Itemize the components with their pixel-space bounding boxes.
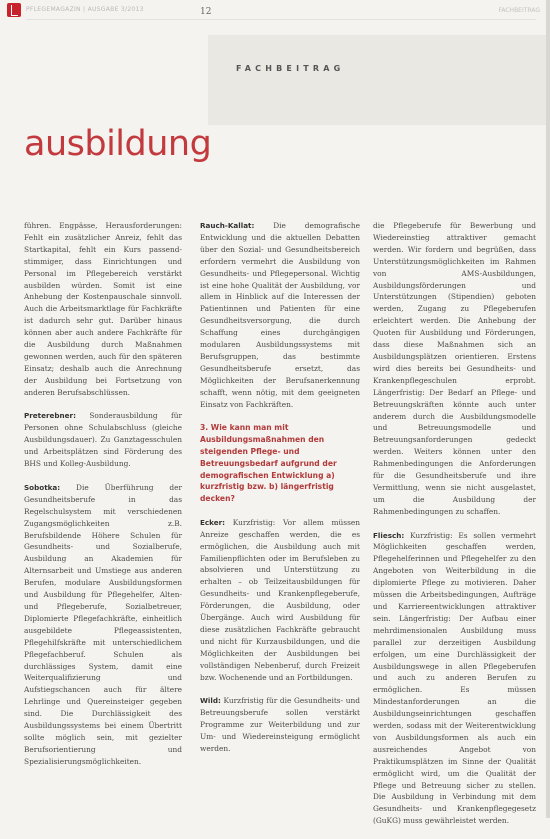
- header-section: FACHBEITRAG: [498, 7, 540, 14]
- text-column-1: [24, 220, 182, 780]
- header-rule: [26, 19, 536, 20]
- category-label: FACHBEITRAG: [236, 64, 345, 73]
- paragraph: [24, 220, 182, 399]
- paragraph-text: Kurzfristig: Vor allem müssen Anreize geschaffen werden, die es ermöglichen, die Ausbildung auch mit Familienpflichten oder im Berufsleben zu absolvieren und Unterstützung zu erhalten – ob Teilzeitausbildungen für Gesundheits- und Krankenpflegeberufe, Förderungen, die Ausbildung, oder Übergänge. Auch wird Ausbildung für diese zusätzlichen Fachkräfte gebraucht und nicht für Kurzausbildungen, und die Möglichkeiten der Ausbildungen bei vollständigen Nebenberuf, durch Freizeit bzw. Wochenende und an Fortbildungen.: [200, 517, 361, 682]
- speaker-name: Sobotka:: [24, 482, 61, 492]
- paragraph-text: Sonderausbildung für Personen ohne Schulabschluss (gleiche Ausbildungsdauer). Zu Ganztagesschulen und Arbeitsplätzen sind Förderung des BHS und Kolleg-Ausbildung.: [24, 411, 182, 469]
- text-column-3: [373, 220, 536, 839]
- paragraph: [200, 517, 360, 684]
- page-number: 12: [200, 7, 212, 17]
- article-title: ausbildung: [24, 124, 212, 164]
- speaker-name: Ecker:: [200, 517, 226, 527]
- paragraph: [24, 482, 182, 768]
- paragraph: [24, 410, 182, 470]
- paragraph: [373, 220, 536, 518]
- paragraph-text: Kurzfristig: Es sollen vermehrt Möglichkeiten geschaffen werden, Pflegehelferinnen und Pflegehelfer zu den Angeboten von Weiterbildung in die diplomierte Pflege zu motivieren. Daher müssen die Arbeitsbedingungen, Aufträge und Karriereentwicklungen attraktiver sein. Längerfristig: Der Aufbau einer mehrdimensionalen Ausbildung muss parallel zur derzeitigen Ausbildung erfolgen, um eine Durchlässigkeit der Ausbildungswege in allen Pflegeberufen und auch zu anderen Berufen zu ermöglichen. Es müssen Mindestanforderungen an die Ausbildungseinrichtungen geschaffen werden, sodass mit der Weiterentwicklung von Ausbildungsformen als auch ein ausreichendes Angebot von Praktikumsplätzen im Sinne der Qualität ermöglicht wird, um die Qualität der Pflege und Betreuung sicher zu stellen. Die Ausbildung in Verbindung mit dem Gesundheits- und Krankenpflegegesetz (GuKG) muss gewährleistet werden.: [373, 530, 537, 826]
- page-header: [0, 0, 550, 22]
- paragraph-text: Kurzfristig für die Gesundheits- und Betreuungsberufe sollen verstärkt Programme zur Weiterbildung und zur Um- und Wiedereinsteigung ermöglicht werden.: [200, 696, 360, 754]
- paragraph-text: die Pflegeberufe für Bewerbung und Wiedereinstieg attraktiver gemacht werden. Wir fordern und begrüßen, dass Unterstützungsmöglichkeiten im Rahmen von AMS-Ausbildungen, Ausbildungsförderungen und Unterstützungen (Stipendien) geboten werden, Zugang zu Pflegeberufen erleichtert werden. Die Anhebung der Quoten für Ausbildung und Förderungen, dass diese Maßnahmen sich an Ausbildungsplätzen orientieren. Erstens wird dies bereits bei Gesundheits- und Krankenpflegeschulen erprobt. Längerfristig: Der Bedarf an Pflege- und Betreuungskräften könnte auch unter anderem durch die Ausbildungsmodelle und Betreuungsmodelle und Betreuungsanforderungen gedeckt werden. Weiters können unter den Rahmenbedingungen die Anforderungen für die Gesundheitsberufe und ihre Vermittlung, wenn sie nicht ausgelastet, um die Ausbildung der Rahmenbedingungen zu schaffen.: [373, 221, 536, 516]
- category-band: [208, 35, 550, 125]
- speaker-name: Rauch-Kallat:: [200, 221, 255, 230]
- paragraph: [200, 695, 360, 755]
- paragraph: [373, 530, 536, 828]
- interview-question: 3. Wie kann man mit Ausbildungsmaßnahmen den steigenden Pflege- und Betreuungsbedarf aufgrund der demografischen Entwicklung a) kurzfristig bzw. b) längerfristig decken?: [200, 423, 337, 504]
- speaker-name: Fliesch:: [373, 530, 405, 540]
- paragraph: [200, 220, 360, 411]
- text-column-2: [200, 220, 360, 767]
- page-edge: [546, 0, 550, 818]
- publisher-logo-icon: [7, 3, 21, 17]
- speaker-name: Wild:: [200, 696, 221, 706]
- paragraph-text: Die demografische Entwicklung und die aktuellen Debatten über den Sozial- und Gesundheitsbereich erfordern vermehrt die Ausbildung von Gesundheits- und Pflegepersonal. Wichtig ist eine hohe Qualität der Ausbildung, vor allem in Hinblick auf die Interessen der Patientinnen und Patienten für eine Gesundheitsversorgung, die durch Schaffung eines durchgängigen modularen Ausbildungssystems mit Berufsgruppen, das bestimmte Gesundheitsberufe ersetzt, das Möglichkeiten der Berufsanerkennung schafft, wenn nötig, mit dem geeigneten Einsatz von Fachkräften.: [200, 221, 360, 409]
- paragraph-text: führen. Engpässe, Herausforderungen: Fehlt ein zusätzlicher Anreiz, fehlt das Startkapital, fehlt ein Kurs passend-stimmiger, dass Einrichtungen und Personal im Pflegebereich verstärkt ausbilden würden. Somit ist eine Anhebung der Kostenpauschale sinnvoll. Auch die Arbeitsmarktlage für Fachkräfte ist dadurch sehr gut. Darüber hinaus können aber auch andere Fachkräfte für die Ausbildung durch Maßnahmen gewonnen werden, auch für den späteren Einsatz; deshalb auch die Anrechnung der Ausbildung bei Fortsetzung von anderen Berufsabschlüssen.: [24, 221, 182, 397]
- speaker-name: Preterebner:: [24, 411, 76, 421]
- paragraph-text: Die Überführung der Gesundheitsberufe in das Regelschulsystem mit verschiedenen Zugangsmöglichkeiten z.B. Berufsbildende Höhere Schulen für Gesundheits- und Sozialberufe, Ausbildung an Akademien für Alternsarbeit und Umstiege aus anderen Berufen, modulare Ausbildungsformen und Ausbildung für Pflegehelfer, Alten- und Pflegeberufe, Sozialbetreuer, Diplomierte Pflegefachkräfte, einheitlich ausgebildete Pflegeassistenten, Pflegehilfskräfte mit unterschiedlichem Pflegefachberuf. Schulen als durchlässiges System, damit eine Weiterqualifizierung und Aufstiegschancen auch für ältere Lehrlinge und Quereinsteiger gegeben sind. Die Durchlässigkeit des Ausbildungssystems bei einem Übertritt sollte möglich sein, mit gezielter Berufsorientierung und Spezialisierungsmöglichkeiten.: [24, 482, 182, 766]
- header-publication: PFLEGEMAGAZIN | AUSGABE 3/2013: [26, 6, 144, 13]
